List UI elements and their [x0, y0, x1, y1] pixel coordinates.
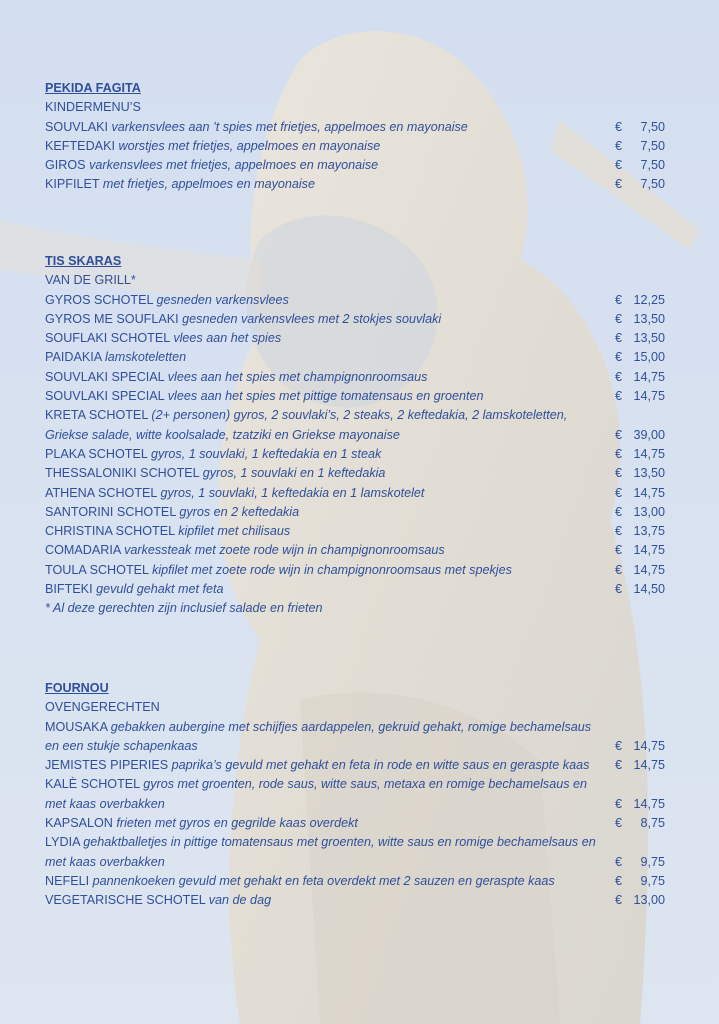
- currency-symbol: €: [615, 524, 623, 539]
- section-footnote: * Al deze gerechten zijn inclusief salade en frieten: [45, 601, 323, 616]
- price-value: 7,50: [640, 177, 665, 192]
- price-value: 13,50: [633, 311, 665, 326]
- currency-symbol: €: [615, 350, 623, 365]
- currency-symbol: €: [615, 543, 623, 558]
- item-price: [597, 891, 665, 910]
- menu-item: [45, 137, 665, 156]
- item-description: varkensvlees aan ’t spies met frietjes, appelmoes en mayonaise: [111, 119, 468, 134]
- menu-item: [45, 118, 665, 137]
- item-name: KALÈ SCHOTEL: [45, 777, 140, 792]
- price-value: 14,75: [633, 758, 665, 773]
- item-price: [597, 522, 665, 541]
- item-price: [597, 484, 665, 503]
- currency-symbol: €: [615, 485, 623, 500]
- item-name: KRETA SCHOTEL: [45, 408, 148, 423]
- menu-item: [45, 718, 665, 757]
- item-description: vlees aan het spies met champignonroomsaus: [167, 369, 428, 384]
- item-name: SOUVLAKI SPECIAL: [45, 389, 165, 404]
- currency-symbol: €: [615, 873, 623, 888]
- item-price: [597, 561, 665, 580]
- item-name: KIPFILET: [45, 177, 100, 192]
- price-value: 12,25: [633, 292, 665, 307]
- section-title: TIS SKARAS: [45, 254, 122, 268]
- item-price: [597, 756, 665, 775]
- item-description: lamskoteletten: [104, 350, 187, 365]
- item-description: (2+ personen) gyros, 2 souvlaki’s, 2 steaks, 2 keftedakia, 2 lamskoteletten, Griekse salade, witte koolsalade, tzatziki en Griekse mayonaise: [45, 408, 568, 442]
- menu-item: [45, 891, 665, 910]
- item-price: [597, 464, 665, 483]
- price-value: 7,50: [640, 158, 665, 173]
- price-value: 13,50: [633, 331, 665, 346]
- item-price: [597, 426, 665, 445]
- item-description: met frietjes, appelmoes en mayonaise: [102, 177, 315, 192]
- item-description: gesneden varkensvlees met 2 stokjes souvlaki: [182, 311, 442, 326]
- item-name: ATHENA SCHOTEL: [45, 485, 157, 500]
- item-price: [597, 580, 665, 599]
- price-value: 15,00: [633, 350, 665, 365]
- item-price: [597, 348, 665, 367]
- section-subtitle: VAN DE GRILL*: [45, 273, 136, 288]
- item-price: [597, 291, 665, 310]
- currency-symbol: €: [615, 138, 623, 153]
- item-name: SOUVLAKI SPECIAL: [45, 369, 165, 384]
- currency-symbol: €: [615, 369, 623, 384]
- price-value: 14,75: [633, 485, 665, 500]
- item-name: KAPSALON: [45, 816, 113, 831]
- item-name: CHRISTINA SCHOTEL: [45, 524, 175, 539]
- item-name: SOUFLAKI SCHOTEL: [45, 331, 170, 346]
- price-value: 7,50: [640, 138, 665, 153]
- price-value: 39,00: [633, 427, 665, 442]
- currency-symbol: €: [615, 816, 623, 831]
- currency-symbol: €: [615, 177, 623, 192]
- item-price: [597, 156, 665, 175]
- price-value: 9,75: [640, 854, 665, 869]
- item-description: gyros met groenten, rode saus, witte saus, metaxa en romige bechamelsaus en met kaas overbakken: [45, 777, 588, 811]
- item-price: [597, 137, 665, 156]
- item-name: GIROS: [45, 158, 86, 173]
- currency-symbol: €: [615, 389, 623, 404]
- item-name: PAIDAKIA: [45, 350, 102, 365]
- item-description: kipfilet met zoete rode wijn in champignonroomsaus met spekjes: [152, 562, 512, 577]
- section-title: FOURNOU: [45, 681, 109, 695]
- section-tis-skaras: [45, 252, 665, 619]
- item-name: JEMISTES PIPERIES: [45, 758, 169, 773]
- item-description: worstjes met frietjes, appelmoes en mayonaise: [118, 138, 381, 153]
- currency-symbol: €: [615, 562, 623, 577]
- item-name: GYROS SCHOTEL: [45, 292, 153, 307]
- item-description: gyros en 2 keftedakia: [179, 504, 300, 519]
- item-description: gyros, 1 souvlaki en 1 keftedakia: [202, 466, 386, 481]
- item-price: [597, 541, 665, 560]
- menu-item: [45, 329, 665, 348]
- currency-symbol: €: [615, 582, 623, 597]
- currency-symbol: €: [615, 854, 623, 869]
- currency-symbol: €: [615, 311, 623, 326]
- item-price: [597, 503, 665, 522]
- price-value: 13,00: [633, 893, 665, 908]
- currency-symbol: €: [615, 758, 623, 773]
- item-price: [597, 814, 665, 833]
- item-description: gebakken aubergine met schijfjes aardappelen, gekruid gehakt, romige bechamelsaus en een stukje schapenkaas: [45, 719, 592, 753]
- item-price: [597, 310, 665, 329]
- menu-item: [45, 580, 665, 599]
- item-price: [597, 445, 665, 464]
- item-name: THESSALONIKI SCHOTEL: [45, 466, 200, 481]
- price-value: 9,75: [640, 873, 665, 888]
- item-description: pannenkoeken gevuld met gehakt en feta overdekt met 2 sauzen en geraspte kaas: [92, 873, 555, 888]
- item-name: COMADARIA: [45, 543, 121, 558]
- item-description: gevuld gehakt met feta: [96, 582, 224, 597]
- item-price: [597, 737, 665, 756]
- menu-item: [45, 406, 665, 445]
- menu-item: [45, 387, 665, 406]
- item-description: paprika’s gevuld met gehakt en feta in rode en witte saus en geraspte kaas: [171, 758, 590, 773]
- currency-symbol: €: [615, 796, 623, 811]
- item-price: [597, 118, 665, 137]
- item-price: [597, 795, 665, 814]
- item-price: [597, 853, 665, 872]
- item-description: vlees aan het spies met pittige tomatensaus en groenten: [167, 389, 484, 404]
- currency-symbol: €: [615, 427, 623, 442]
- currency-symbol: €: [615, 738, 623, 753]
- price-value: 14,75: [633, 562, 665, 577]
- price-value: 14,75: [633, 796, 665, 811]
- menu-item: [45, 872, 665, 891]
- menu-item: [45, 814, 665, 833]
- section-subtitle: OVENGERECHTEN: [45, 700, 160, 715]
- item-description: frieten met gyros en gegrilde kaas overdekt: [116, 816, 358, 831]
- menu-item: [45, 484, 665, 503]
- price-value: 14,75: [633, 389, 665, 404]
- item-name: PLAKA SCHOTEL: [45, 446, 148, 461]
- item-description: vlees aan het spies: [173, 331, 282, 346]
- currency-symbol: €: [615, 158, 623, 173]
- menu-item: [45, 561, 665, 580]
- price-value: 14,75: [633, 738, 665, 753]
- currency-symbol: €: [615, 119, 623, 134]
- menu-item: [45, 291, 665, 310]
- item-name: GYROS ME SOUFLAKI: [45, 311, 179, 326]
- item-description: gesneden varkensvlees: [156, 292, 289, 307]
- item-description: varkessteak met zoete rode wijn in champignonroomsaus: [124, 543, 445, 558]
- menu-item: [45, 756, 665, 775]
- item-name: SANTORINI SCHOTEL: [45, 504, 176, 519]
- menu-item: [45, 310, 665, 329]
- item-description: gyros, 1 souvlaki, 1 keftedakia en 1 lamskotelet: [160, 485, 425, 500]
- menu-item: [45, 175, 665, 194]
- price-value: 8,75: [640, 816, 665, 831]
- menu-item: [45, 503, 665, 522]
- menu-item: [45, 464, 665, 483]
- currency-symbol: €: [615, 292, 623, 307]
- price-value: 14,75: [633, 446, 665, 461]
- price-value: 14,50: [633, 582, 665, 597]
- item-name: LYDIA: [45, 835, 80, 850]
- item-price: [597, 175, 665, 194]
- price-value: 14,75: [633, 369, 665, 384]
- price-value: 13,75: [633, 524, 665, 539]
- item-description: gyros, 1 souvlaki, 1 keftedakia en 1 steak: [150, 446, 382, 461]
- item-name: KEFTEDAKI: [45, 138, 115, 153]
- section-title: PEKIDA FAGITA: [45, 81, 141, 95]
- item-name: VEGETARISCHE SCHOTEL: [45, 893, 206, 908]
- price-value: 14,75: [633, 543, 665, 558]
- item-name: SOUVLAKI: [45, 119, 108, 134]
- currency-symbol: €: [615, 504, 623, 519]
- section-subtitle: KINDERMENU’S: [45, 100, 141, 115]
- item-description: van de dag: [208, 893, 272, 908]
- item-description: varkensvlees met frietjes, appelmoes en mayonaise: [89, 158, 379, 173]
- menu-item: [45, 522, 665, 541]
- item-price: [597, 368, 665, 387]
- menu-item: [45, 368, 665, 387]
- price-value: 13,00: [633, 504, 665, 519]
- item-name: MOUSAKA: [45, 719, 108, 734]
- item-description: kipfilet met chilisaus: [178, 524, 291, 539]
- currency-symbol: €: [615, 893, 623, 908]
- menu-item: [45, 833, 665, 872]
- section-pekida-fagita: [45, 79, 665, 195]
- item-name: TOULA SCHOTEL: [45, 562, 149, 577]
- menu-item: [45, 348, 665, 367]
- menu-item: [45, 775, 665, 814]
- currency-symbol: €: [615, 446, 623, 461]
- price-value: 13,50: [633, 466, 665, 481]
- item-price: [597, 329, 665, 348]
- item-price: [597, 872, 665, 891]
- menu-item: [45, 541, 665, 560]
- currency-symbol: €: [615, 331, 623, 346]
- item-name: BIFTEKI: [45, 582, 93, 597]
- item-price: [597, 387, 665, 406]
- price-value: 7,50: [640, 119, 665, 134]
- menu-item: [45, 445, 665, 464]
- item-name: NEFELI: [45, 873, 90, 888]
- menu-item: [45, 156, 665, 175]
- section-fournou: [45, 679, 665, 911]
- currency-symbol: €: [615, 466, 623, 481]
- item-description: gehaktballetjes in pittige tomatensaus met groenten, witte saus en romige bechamelsaus en met kaas overbakken: [45, 835, 596, 869]
